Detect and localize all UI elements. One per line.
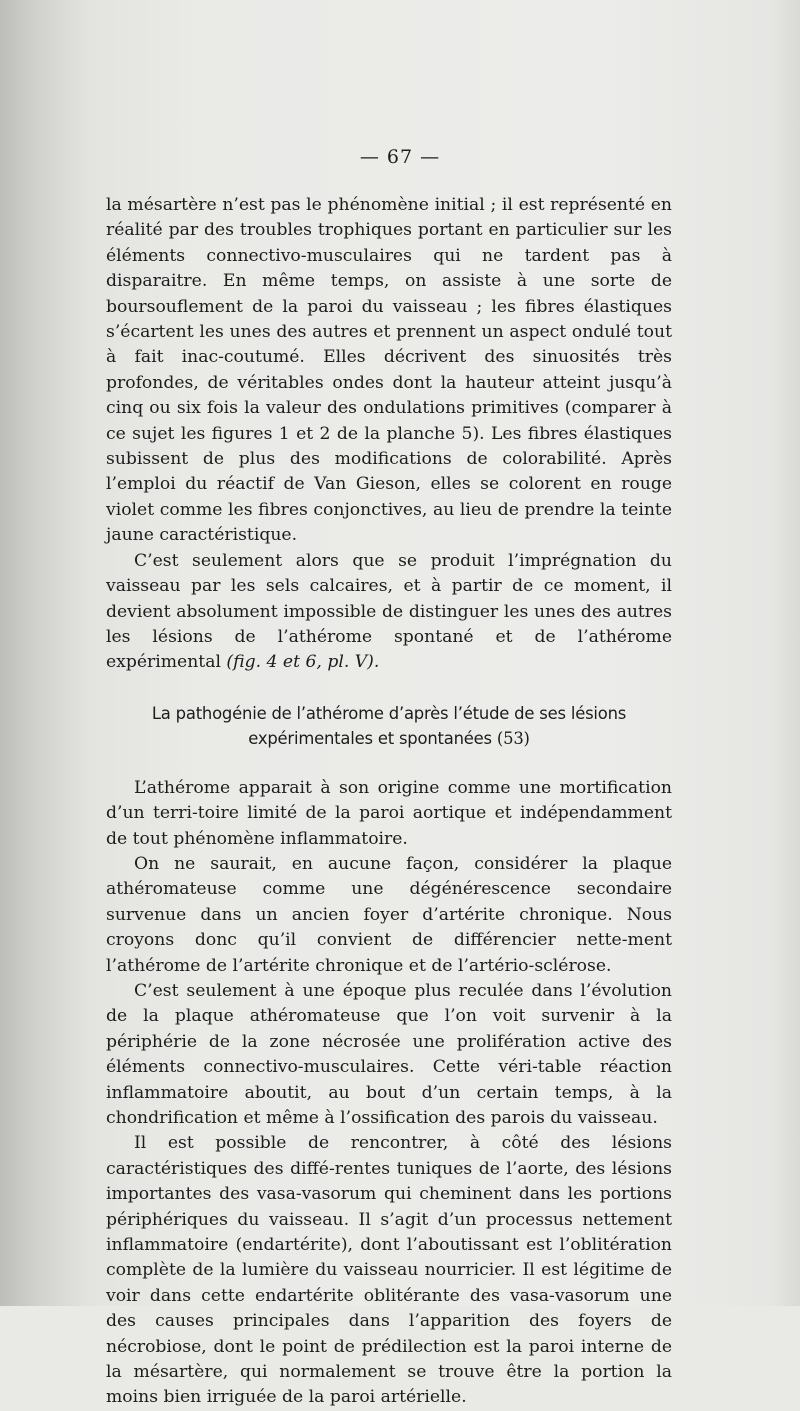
paragraph-vasa-vasorum: Il est possible de rencontrer, à côté des lésions caractéristiques des diffé-rentes tuniques de l’aorte, des lésions importantes des vasa-vasorum qui cheminent dans les portions périphériques du vaisseau. Il s’agit d’un processus nettement inflammatoire (endartérite), dont l’aboutissant est l’oblitération complète de la lumière du vaisseau nourricier. Il est légitime de voir dans cette endartérite oblitérante des vasa-vasorum une des causes principales dans l’apparition des foyers de nécrobiose, dont le point de prédilection est la paroi interne de la mésartère, qui normalement se trouve être la portion la moins bien irriguée de la paroi artérielle. bbox=[106, 1133, 672, 1408]
paragraph-impregnation bbox=[106, 549, 672, 676]
paragraph-evolution: C’est seulement à une époque plus reculée dans l’évolution de la plaque athéromateuse que l’on voit survenir à la périphérie de la zone nécrosée une prolifération active des éléments connectivo-musculaires. Cette véri-table réaction inflammatoire aboutit, au bout d’un certain temps, à la chondrification et même à l’ossification des parois du vaisseau. bbox=[106, 980, 672, 1128]
paragraph-continued: la mésartère n’est pas le phénomène initial ; il est représenté en réalité par des troubles trophiques portant en particulier sur les éléments connectivo-musculaires qui ne tardent pas à disparaitre. En même temps, on assiste à une sorte de boursouflement de la paroi du vaisseau ; les fibres élastiques s’écartent les unes des autres et prennent un aspect ondulé tout à fait inac-coutumé. Elles décrivent des sinuosités très profondes, de véritables ondes dont la hauteur atteint jusqu’à cinq ou six fois la valeur des ondulations primitives (comparer à ce sujet les figures 1 et 2 de la planche 5). Les fibres élastiques subissent de plus des modifications de colorabilité. Après l’emploi du réactif de Van Gieson, elles se colorent en rouge violet comme les fibres conjonctives, au lieu de prendre la teinte jaune caractéristique. bbox=[106, 195, 672, 546]
body-text bbox=[106, 193, 672, 1411]
page-number: — 67 — bbox=[359, 146, 441, 168]
paragraph-origin: L’athérome apparait à son origine comme une mortification d’un terri-toire limité de la paroi aortique et indépendamment de tout phénomène inflammatoire. bbox=[106, 777, 672, 849]
section-heading-line-2-text: expérimentales et spontanées bbox=[248, 728, 492, 748]
section-heading-line-1: La pathogénie de l’athérome d’après l’étude de ses lésions bbox=[151, 703, 627, 723]
paragraph-impregnation-text: C’est seulement alors que se produit l’imprégnation du vaisseau par les sels calcaires, et à partir de ce moment, il devient absolument impossible de distinguer les unes des autres les lésions de l’athérome spontané et de l’athérome expérimental bbox=[106, 550, 672, 673]
section-heading bbox=[106, 701, 672, 751]
section-heading-reference: (53) bbox=[496, 728, 530, 748]
figure-reference: (fig. 4 et 6, pl. V). bbox=[226, 652, 380, 673]
section-heading-line-2 bbox=[106, 726, 672, 751]
paragraph-plaque: On ne saurait, en aucune façon, considérer la plaque athéromateuse comme une dégénérescence secondaire survenue dans un ancien foyer d’artérite chronique. Nous croyons donc qu’il convient de différencier nette-ment l’athérome de l’artérite chronique et de l’artério-sclérose. bbox=[106, 853, 672, 976]
